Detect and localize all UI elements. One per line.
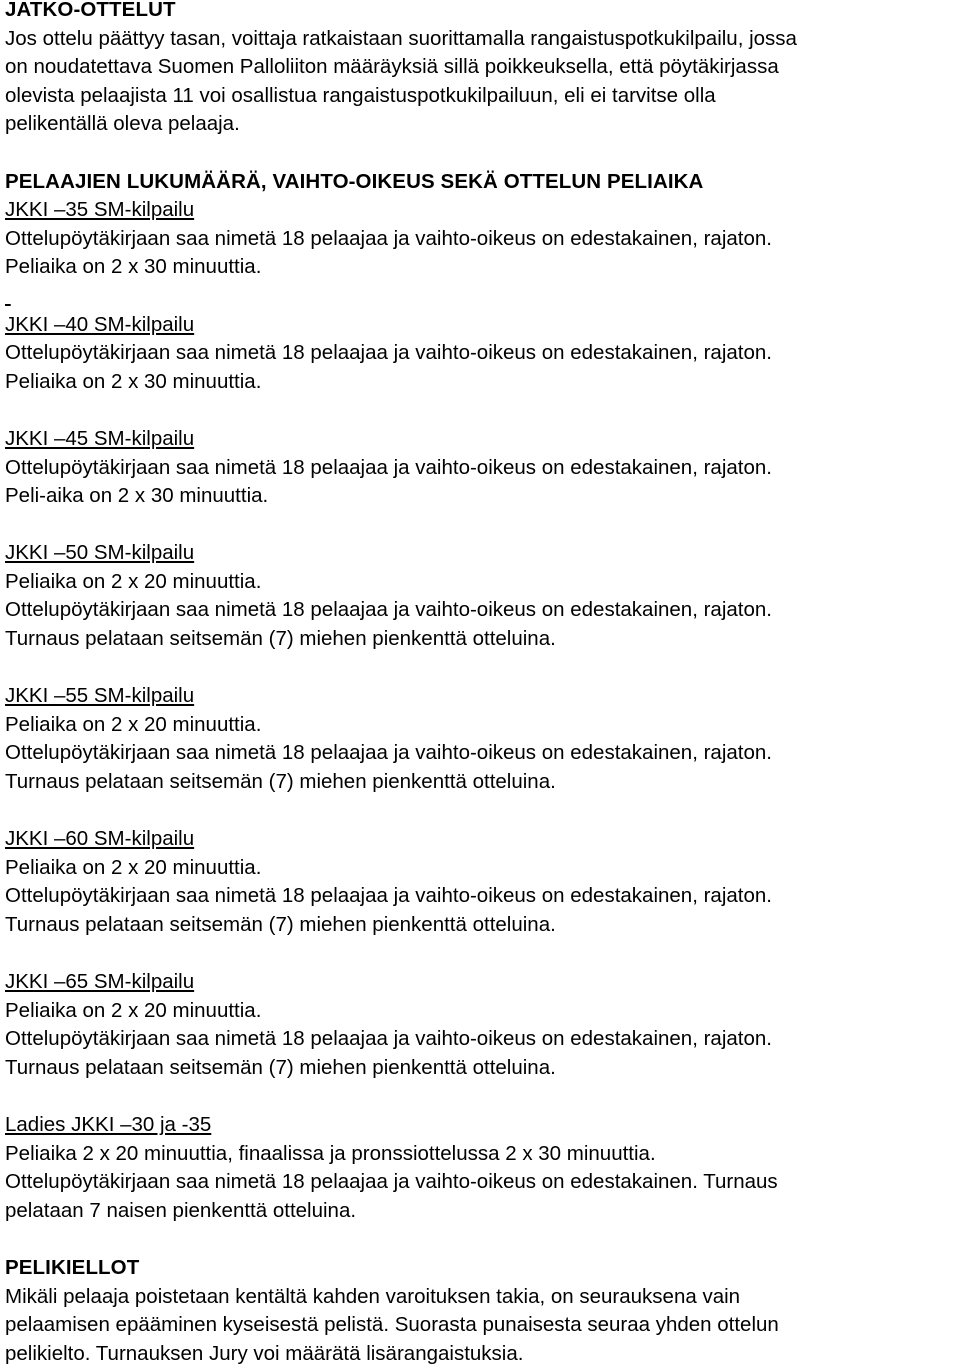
paragraph-line: Turnaus pelataan seitsemän (7) miehen pienkenttä otteluina. [5,913,556,936]
category-title: JKKI –50 SM-kilpailu [5,541,195,565]
paragraph-line: Peliaika on 2 x 20 minuuttia. [5,569,262,593]
category-jkki-55 [5,682,955,796]
paragraph-line: Ottelupöytäkirjaan saa nimetä 18 pelaajaa ja vaihto-oikeus on edestakainen, rajaton. [5,1027,772,1051]
paragraph-line: Peliaika 2 x 20 minuuttia, finaalissa ja pronssiottelussa 2 x 30 minuuttia. [5,1141,656,1165]
section-heading: JATKO-OTTELUT [5,0,176,21]
paragraph-line: Ottelupöytäkirjaan saa nimetä 18 pelaajaa ja vaihto-oikeus on edestakainen, rajaton. [5,226,772,250]
blank-line [5,654,955,683]
stray-underline-mark [5,284,11,307]
paragraph-line: pelaamisen epääminen kyseisestä pelistä. Suorasta punaisesta seuraa yhden ottelun [5,1313,779,1337]
paragraph-line: pelataan 7 naisen pienkenttä otteluina. [5,1198,357,1222]
paragraph-line: Peli-aika on 2 x 30 minuuttia. [5,484,269,508]
blank-line [5,797,955,826]
paragraph-line: Peliaika on 2 x 20 minuuttia. [5,855,262,879]
section-heading: PELIKIELLOT [5,1256,140,1280]
category-jkki-60 [5,825,955,939]
blank-line [5,396,955,425]
paragraph-line: Turnaus pelataan seitsemän (7) miehen pienkenttä otteluina. [5,770,556,794]
paragraph-line: Jos ottelu päättyy tasan, voittaja ratkaistaan suorittamalla rangaistuspotkukilpailu, jossa [5,26,797,50]
paragraph-line: Ottelupöytäkirjaan saa nimetä 18 pelaajaa ja vaihto-oikeus on edestakainen, rajaton. [5,598,772,622]
paragraph-line: Peliaika on 2 x 30 minuuttia. [5,255,262,279]
category-jkki-40 [5,311,955,397]
paragraph-line: Peliaika on 2 x 20 minuuttia. [5,998,262,1022]
paragraph-line: Peliaika on 2 x 20 minuuttia. [5,712,262,736]
category-ladies [5,1111,955,1225]
paragraph-line: Turnaus pelataan seitsemän (7) miehen pienkenttä otteluina. [5,1055,556,1079]
blank-line [5,139,955,168]
category-title: JKKI –45 SM-kilpailu [5,426,195,450]
category-title: JKKI –65 SM-kilpailu [5,970,195,994]
category-jkki-65 [5,968,955,1082]
blank-line [5,940,955,969]
paragraph-line: Ottelupöytäkirjaan saa nimetä 18 pelaajaa ja vaihto-oikeus on edestakainen. Turnaus [5,1170,778,1194]
category-title: Ladies JKKI –30 ja -35 [5,1113,212,1137]
blank-line [5,1083,955,1112]
paragraph-line: Peliaika on 2 x 30 minuuttia. [5,369,262,393]
paragraph-line: Ottelupöytäkirjaan saa nimetä 18 pelaajaa ja vaihto-oikeus on edestakainen, rajaton. [5,884,772,908]
paragraph-line: Ottelupöytäkirjaan saa nimetä 18 pelaajaa ja vaihto-oikeus on edestakainen, rajaton. [5,741,772,765]
document-page [5,0,955,1369]
blank-line [5,1226,955,1255]
paragraph-line: Turnaus pelataan seitsemän (7) miehen pienkenttä otteluina. [5,627,556,651]
category-jkki-45 [5,425,955,511]
section-pelaajien-lukumaara [5,168,955,1226]
paragraph-line: olevista pelaajista 11 voi osallistua rangaistuspotkukilpailuun, eli ei tarvitse olla [5,83,716,107]
category-title: JKKI –35 SM-kilpailu [5,198,195,222]
paragraph-line: pelikielto. Turnauksen Jury voi määrätä lisärangaistuksia. [5,1341,524,1365]
paragraph-line: Ottelupöytäkirjaan saa nimetä 18 pelaajaa ja vaihto-oikeus on edestakainen, rajaton. [5,341,772,365]
paragraph-line: Ottelupöytäkirjaan saa nimetä 18 pelaajaa ja vaihto-oikeus on edestakainen, rajaton. [5,455,772,479]
category-jkki-50 [5,539,955,653]
category-title: JKKI –60 SM-kilpailu [5,827,195,851]
paragraph-line: on noudatettava Suomen Palloliiton määräyksiä sillä poikkeuksella, että pöytäkirjassa [5,55,779,79]
blank-line [5,511,955,540]
section-heading: PELAAJIEN LUKUMÄÄRÄ, VAIHTO-OIKEUS SEKÄ OTTELUN PELIAIKA [5,169,704,193]
category-title: JKKI –40 SM-kilpailu [5,312,195,336]
paragraph-line: Mikäli pelaaja poistetaan kentältä kahden varoituksen takia, on seurauksena vain [5,1284,741,1308]
section-pelikiellot [5,1254,955,1368]
paragraph-line: pelikentällä oleva pelaaja. [5,112,240,136]
section-jatko-ottelut [5,0,955,139]
category-jkki-35 [5,196,955,282]
category-title: JKKI –55 SM-kilpailu [5,684,195,708]
